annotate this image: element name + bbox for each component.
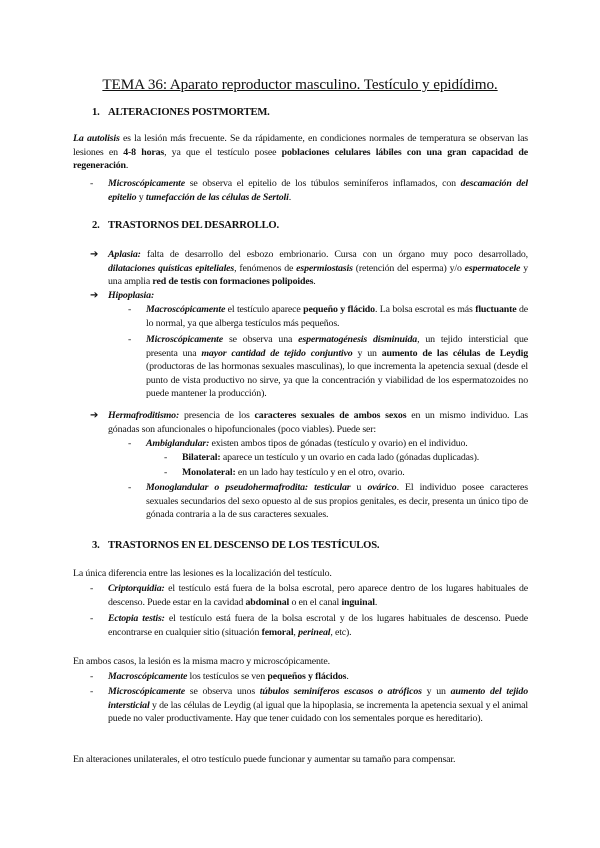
emphasis-text: abdominal: [245, 596, 290, 608]
emphasis-text: caracteres sexuales de ambos sexos: [254, 410, 407, 421]
section-2-title: TRASTORNOS DEL DESARROLLO.: [108, 220, 279, 231]
hipoplasia-item: [108, 289, 528, 303]
emphasis-text: fluctuante: [475, 304, 517, 315]
body-text: En alteraciones unilaterales, el otro testículo puede funcionar y aumentar su tamaño para compensar.: [73, 754, 456, 765]
emphasis-text: Microscópicamente: [108, 686, 185, 697]
body-text: se observa una: [223, 334, 299, 345]
bullet-dash: -: [90, 583, 94, 594]
body-text: aparece un testículo y un ovario en cada lado (gónadas duplicadas).: [220, 452, 480, 463]
emphasis-text: pequeños y flácidos: [267, 671, 347, 682]
criptorquidia-item: [108, 582, 528, 609]
body-text: . La bolsa escrotal es más: [374, 304, 476, 315]
emphasis-text: La autolisis: [73, 133, 120, 144]
body-text: (retención del esperma) y/o: [352, 262, 465, 274]
emphasis-text: Monoglandular o pseudohermafrodita: testicular: [146, 482, 351, 493]
emphasis-text: tumefacción de las células de Sertoli: [145, 191, 289, 203]
emphasis-text: Hermafroditismo:: [108, 410, 180, 421]
section-2-heading: [92, 220, 279, 231]
emphasis-text: aumento del tejido intersticial: [108, 686, 528, 711]
section-3-title: TRASTORNOS EN EL DESCENSO DE LOS TESTÍCULOS.: [108, 540, 380, 551]
section-1-heading: [92, 107, 270, 118]
body-text: en un lado hay testículo y en el otro, ovario.: [235, 467, 405, 478]
bullet-dash: -: [128, 482, 132, 493]
body-text: .: [346, 671, 349, 682]
emphasis-text: Criptorquidia:: [108, 583, 165, 594]
arrow-bullet-icon: ➔: [90, 290, 99, 301]
monolateral-item: [182, 466, 528, 480]
section-2-number: 2.: [92, 220, 100, 231]
bullet-dash: -: [90, 613, 94, 624]
monoglandular-item: [146, 481, 528, 522]
body-text: el testículo está fuera de la bolsa escrotal, pero aparece dentro de los lugares habituales de descenso. Puede estar en la cavidad: [108, 583, 528, 608]
descenso-micro-item: [108, 685, 528, 726]
emphasis-text: 4-8 horas: [123, 146, 165, 158]
emphasis-text: Microscópicamente: [108, 178, 185, 189]
body-text: en un mismo individuo. Las gónadas son afuncionales o hipofuncionales (poco viables). Puede ser:: [108, 410, 528, 435]
body-text: .: [374, 596, 378, 608]
body-text: , ya que el testículo posee: [164, 146, 282, 158]
body-text: .: [313, 276, 316, 288]
hermafroditismo-item: [108, 409, 528, 436]
bullet-dash: -: [90, 671, 94, 682]
emphasis-text: Aplasia:: [108, 249, 141, 260]
bullet-dash: -: [164, 467, 168, 478]
body-text: , fenómenos de: [234, 262, 297, 274]
emphasis-text: espermatocele: [464, 262, 521, 274]
body-text: , etc).: [330, 626, 352, 638]
bullet-dash: -: [164, 452, 168, 463]
body-text: y un: [352, 347, 382, 359]
emphasis-text: poblaciones celulares lábiles con una gran capacidad de regeneración: [73, 146, 529, 172]
section-3-number: 3.: [92, 540, 100, 551]
hipoplasia-macro-item: [146, 303, 528, 330]
bullet-dash: -: [128, 438, 132, 449]
body-text: y: [136, 191, 146, 203]
body-text: y un: [421, 686, 451, 697]
emphasis-text: túbulos seminíferos escasos o atróficos: [259, 686, 422, 697]
body-text: La única diferencia entre las lesiones es la localización del testículo.: [73, 568, 332, 579]
body-text: existen ambos tipos de gónadas (testículo y ovario) en el individuo.: [209, 438, 468, 449]
descenso-intro-paragraph: [73, 567, 528, 581]
body-text: (productoras de las hormonas sexuales masculinas), lo que incrementa la apetencia sexual (desde el punto de vista productivo no sirve, ya que la concentración y viabilidad de los espermatozoides no puede mantener la producción).: [146, 361, 528, 400]
emphasis-text: Macroscópicamente: [108, 671, 188, 682]
body-text: falta de desarrollo del esbozo embrionario. Cursa con un órgano muy poco desarrollado,: [140, 249, 528, 260]
microscopy-postmortem-item: [108, 177, 528, 204]
body-text: el testículo está fuera de la bolsa escrotal y de los lugares habituales de descenso. Puede encontrarse en cualquier sitio (situación: [108, 613, 528, 638]
emphasis-text: espermatogénesis disminuida: [298, 334, 418, 345]
emphasis-text: inguinal: [341, 596, 375, 608]
body-text: u: [350, 482, 368, 493]
body-text: y de las células de Leydig (al igual que la hipoplasia, se incrementa la apetencia sexual y el animal puede no valer productivamente. Hay que tener cuidado con los sementales porque es hereditario).: [108, 699, 528, 725]
aplasia-item: [108, 248, 528, 289]
body-text: ,: [293, 626, 299, 638]
bullet-dash: -: [128, 334, 132, 345]
emphasis-text: perineal: [298, 626, 331, 638]
section-3-heading: [92, 540, 379, 551]
body-text: . El individuo posee caracteres sexuales secundarios del sexo opuesto al de sus propios genitales, es decir, presenta un único tipo de gónada contraria a la de sus caracteres sexuales.: [146, 482, 528, 521]
bilateral-item: [182, 451, 528, 465]
arrow-bullet-icon: ➔: [90, 410, 99, 421]
autolisis-paragraph: [73, 132, 528, 173]
emphasis-text: Hipoplasia:: [108, 290, 155, 301]
descenso-macro-item: [108, 670, 528, 684]
emphasis-text: dilataciones quísticas epiteliales: [108, 262, 235, 274]
emphasis-text: espermiostasis: [296, 262, 353, 274]
body-text: .: [125, 160, 129, 172]
bullet-dash: -: [128, 304, 132, 315]
emphasis-text: Ambiglandular:: [146, 438, 210, 449]
body-text: .: [288, 191, 292, 203]
emphasis-text: red de testis con formaciones polipoides: [152, 276, 314, 288]
emphasis-text: femoral: [261, 626, 294, 638]
bullet-dash: -: [90, 686, 94, 697]
emphasis-text: Ectopia testis:: [108, 613, 165, 624]
body-text: , un tejido intersticial que presenta una: [146, 334, 528, 359]
body-text: los testículos se ven: [187, 671, 268, 682]
body-text: es la lesión más frecuente. Se da rápidamente, en condiciones normales de temperatura se observan las lesiones en: [73, 133, 528, 158]
ectopia-item: [108, 612, 528, 639]
emphasis-text: mayor cantidad de tejido conjuntivo: [201, 347, 353, 359]
ambos-casos-paragraph: [73, 655, 528, 669]
emphasis-text: descamación del epitelio: [108, 178, 528, 203]
emphasis-text: aumento de las células de Leydig: [381, 347, 528, 359]
body-text: y una amplia: [108, 262, 528, 288]
ambiglandular-item: [146, 437, 528, 451]
document-title: TEMA 36: Aparato reproductor masculino. Testículo y epidídimo.: [102, 76, 498, 93]
emphasis-text: Monolateral:: [182, 467, 236, 478]
body-text: se observa el epitelio de los túbulos seminíferos inflamados, con: [185, 178, 461, 189]
hipoplasia-micro-item: [146, 333, 528, 401]
body-text: de lo normal, ya que alberga testículos más pequeños.: [146, 304, 528, 329]
emphasis-text: Bilateral:: [182, 452, 221, 463]
body-text: se observa unos: [185, 686, 260, 697]
emphasis-text: pequeño y flácido: [303, 304, 375, 315]
body-text: el testículo aparece: [225, 304, 304, 315]
arrow-bullet-icon: ➔: [90, 249, 99, 260]
section-1-number: 1.: [92, 107, 100, 118]
emphasis-text: ovárico: [367, 482, 397, 493]
unilaterales-paragraph: [73, 753, 528, 767]
body-text: En ambos casos, la lesión es la misma macro y microscópicamente.: [73, 656, 330, 667]
section-1-title: ALTERACIONES POSTMORTEM.: [108, 107, 270, 118]
body-text: o en el canal: [289, 596, 342, 608]
emphasis-text: Microscópicamente: [146, 334, 223, 345]
emphasis-text: Macroscópicamente: [146, 304, 226, 315]
body-text: presencia de los: [179, 410, 255, 421]
bullet-dash: -: [90, 178, 94, 189]
